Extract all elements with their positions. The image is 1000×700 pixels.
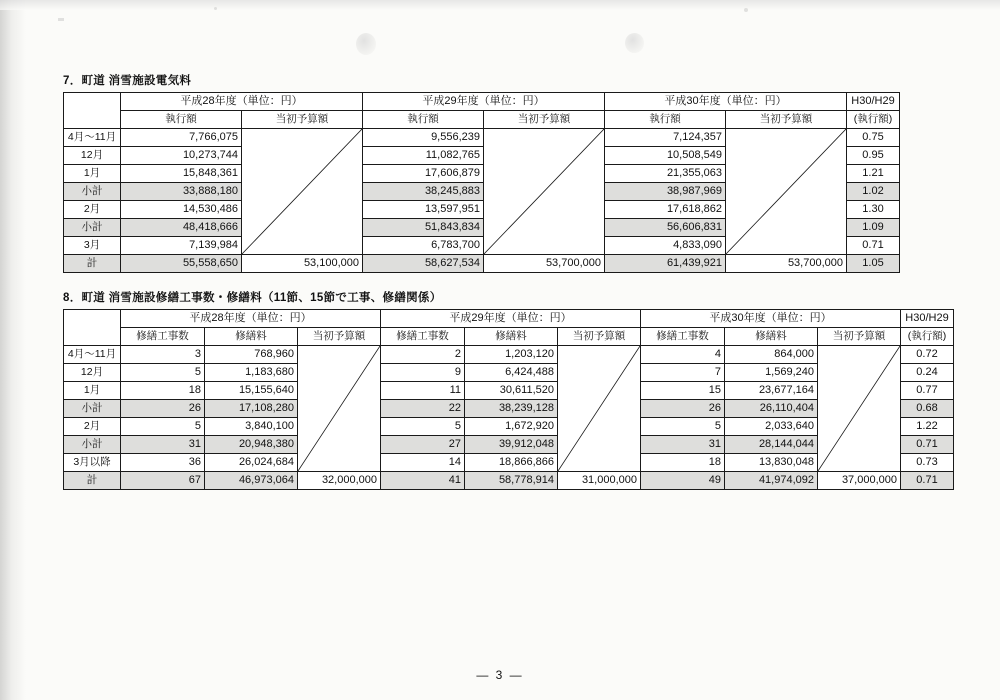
page-number: — 3 — [476, 668, 524, 682]
scan-top-shadow [0, 0, 1000, 10]
scan-blot [625, 33, 644, 53]
table-row [64, 129, 900, 147]
row-label: 1月 [64, 165, 121, 183]
total-fy28-fee: 46,973,064 [205, 472, 298, 490]
row-label-total: 計 [64, 255, 121, 273]
cell-fy29-exec: 38,245,883 [363, 183, 484, 201]
cell-fy28-fee: 1,183,680 [205, 364, 298, 382]
total-fy30-exec: 61,439,921 [605, 255, 726, 273]
cell-fy28-fee: 15,155,640 [205, 382, 298, 400]
cell-fy29-count: 11 [381, 382, 465, 400]
cell-fy29-exec: 6,783,700 [363, 237, 484, 255]
row-label: 3月 [64, 237, 121, 255]
cell-fy30-fee: 26,110,404 [725, 400, 818, 418]
cell-fy28-exec: 48,418,666 [121, 219, 242, 237]
cell-fy29-exec: 17,606,879 [363, 165, 484, 183]
total-fy28-count: 67 [121, 472, 205, 490]
table-electricity-fee [63, 92, 900, 273]
fy30-budget-blank [818, 346, 901, 472]
cell-fy30-count: 31 [641, 436, 725, 454]
cell-fy30-exec: 17,618,862 [605, 201, 726, 219]
table-row [64, 346, 954, 364]
cell-fy30-count: 26 [641, 400, 725, 418]
cell-fy29-count: 5 [381, 418, 465, 436]
cell-fy30-fee: 23,677,164 [725, 382, 818, 400]
cell-fy28-fee: 3,840,100 [205, 418, 298, 436]
cell-ratio: 0.24 [901, 364, 954, 382]
cell-ratio: 0.71 [901, 436, 954, 454]
row-label: 1月 [64, 382, 121, 400]
cell-fy28-count: 5 [121, 364, 205, 382]
scan-speck [58, 18, 64, 21]
cell-fy29-exec: 9,556,239 [363, 129, 484, 147]
total-fy29-budget: 31,000,000 [558, 472, 641, 490]
cell-fy29-fee: 38,239,128 [465, 400, 558, 418]
cell-fy28-exec: 10,273,744 [121, 147, 242, 165]
header-fy30: 平成30年度（単位：円） [641, 310, 901, 328]
cell-fy30-exec: 38,987,969 [605, 183, 726, 201]
cell-fy30-exec: 56,606,831 [605, 219, 726, 237]
header-ratio: H30/H29 [901, 310, 954, 328]
scan-blot [356, 33, 376, 55]
total-fy28-budget: 53,100,000 [242, 255, 363, 273]
cell-fy28-fee: 768,960 [205, 346, 298, 364]
subheader-ratio-note: (執行額) [901, 328, 954, 346]
table-header-row-subs [64, 328, 954, 346]
section7-title: 7．町道 消雪施設電気料 [63, 75, 192, 87]
fy28-budget-blank [298, 346, 381, 472]
total-ratio: 1.05 [847, 255, 900, 273]
cell-fy30-exec: 10,508,549 [605, 147, 726, 165]
cell-fy28-count: 26 [121, 400, 205, 418]
subheader-fy30-fee: 修繕料 [725, 328, 818, 346]
total-fy28-budget: 32,000,000 [298, 472, 381, 490]
header-fy29: 平成29年度（単位：円） [363, 93, 605, 111]
row-label: 4月～11月 [64, 129, 121, 147]
cell-fy28-count: 3 [121, 346, 205, 364]
subheader-fy28-fee: 修繕料 [205, 328, 298, 346]
cell-fy29-count: 9 [381, 364, 465, 382]
cell-fy28-exec: 14,530,486 [121, 201, 242, 219]
scan-speck [214, 7, 217, 10]
cell-fy30-count: 5 [641, 418, 725, 436]
total-fy28-exec: 55,558,650 [121, 255, 242, 273]
cell-fy29-exec: 51,843,834 [363, 219, 484, 237]
cell-fy30-exec: 4,833,090 [605, 237, 726, 255]
header-ratio: H30/H29 [847, 93, 900, 111]
row-label: 2月 [64, 201, 121, 219]
section-repair-works [63, 289, 954, 490]
subheader-fy29-count: 修繕工事数 [381, 328, 465, 346]
section-electricity-fee [63, 72, 900, 273]
row-label: 12月 [64, 364, 121, 382]
cell-ratio: 0.75 [847, 129, 900, 147]
cell-fy30-count: 18 [641, 454, 725, 472]
table-header-row-years [64, 310, 954, 328]
cell-fy29-exec: 13,597,951 [363, 201, 484, 219]
cell-fy29-fee: 1,672,920 [465, 418, 558, 436]
cell-fy30-count: 15 [641, 382, 725, 400]
cell-fy29-count: 22 [381, 400, 465, 418]
cell-fy29-fee: 30,611,520 [465, 382, 558, 400]
cell-fy28-exec: 7,139,984 [121, 237, 242, 255]
row-label-total: 計 [64, 472, 121, 490]
header-fy30: 平成30年度（単位：円） [605, 93, 847, 111]
total-fy29-fee: 58,778,914 [465, 472, 558, 490]
cell-ratio: 1.30 [847, 201, 900, 219]
cell-fy29-count: 2 [381, 346, 465, 364]
cell-ratio: 0.73 [901, 454, 954, 472]
cell-ratio: 0.95 [847, 147, 900, 165]
row-label: 4月～11月 [64, 346, 121, 364]
cell-fy28-fee: 20,948,380 [205, 436, 298, 454]
cell-fy28-count: 18 [121, 382, 205, 400]
subheader-fy29-fee: 修繕料 [465, 328, 558, 346]
cell-fy29-exec: 11,082,765 [363, 147, 484, 165]
subheader-fy29-exec: 執行額 [363, 111, 484, 129]
total-fy30-fee: 41,974,092 [725, 472, 818, 490]
section8-title: 8．町道 消雪施設修繕工事数・修繕料（11節、15節で工事、修繕関係） [63, 292, 442, 304]
total-fy30-count: 49 [641, 472, 725, 490]
cell-ratio: 1.21 [847, 165, 900, 183]
fy29-budget-blank [484, 129, 605, 255]
cell-ratio: 0.72 [901, 346, 954, 364]
subheader-ratio-note: (執行額) [847, 111, 900, 129]
scan-speck [744, 8, 748, 12]
cell-fy28-count: 31 [121, 436, 205, 454]
row-label: 小計 [64, 400, 121, 418]
fy28-budget-blank [242, 129, 363, 255]
cell-fy30-count: 4 [641, 346, 725, 364]
table-header-row-years [64, 93, 900, 111]
subheader-fy29-budget: 当初予算額 [484, 111, 605, 129]
cell-fy28-count: 36 [121, 454, 205, 472]
subheader-fy30-count: 修繕工事数 [641, 328, 725, 346]
cell-fy28-count: 5 [121, 418, 205, 436]
cell-ratio: 1.09 [847, 219, 900, 237]
row-label: 12月 [64, 147, 121, 165]
cell-fy30-exec: 21,355,063 [605, 165, 726, 183]
cell-fy30-fee: 864,000 [725, 346, 818, 364]
cell-fy28-exec: 33,888,180 [121, 183, 242, 201]
subheader-fy29-budget: 当初予算額 [558, 328, 641, 346]
subheader-fy30-budget: 当初予算額 [726, 111, 847, 129]
cell-fy29-fee: 39,912,048 [465, 436, 558, 454]
fy29-budget-blank [558, 346, 641, 472]
cell-fy29-count: 27 [381, 436, 465, 454]
cell-fy29-count: 14 [381, 454, 465, 472]
cell-fy29-fee: 1,203,120 [465, 346, 558, 364]
cell-ratio: 0.68 [901, 400, 954, 418]
row-label: 小計 [64, 436, 121, 454]
cell-fy30-exec: 7,124,357 [605, 129, 726, 147]
subheader-fy28-exec: 執行額 [121, 111, 242, 129]
table-repair-works [63, 309, 954, 490]
table-row-total [64, 472, 954, 490]
table-header-row-subs [64, 111, 900, 129]
cell-fy28-exec: 15,848,361 [121, 165, 242, 183]
row-label: 小計 [64, 219, 121, 237]
table-row-total [64, 255, 900, 273]
row-label: 2月 [64, 418, 121, 436]
total-ratio: 0.71 [901, 472, 954, 490]
header-fy28: 平成28年度（単位：円） [121, 93, 363, 111]
total-fy29-count: 41 [381, 472, 465, 490]
cell-fy30-count: 7 [641, 364, 725, 382]
corner-cell [64, 93, 121, 129]
subheader-fy30-exec: 執行額 [605, 111, 726, 129]
total-fy29-budget: 53,700,000 [484, 255, 605, 273]
corner-cell [64, 310, 121, 346]
row-label: 3月以降 [64, 454, 121, 472]
cell-fy30-fee: 13,830,048 [725, 454, 818, 472]
total-fy30-budget: 53,700,000 [726, 255, 847, 273]
cell-fy30-fee: 28,144,044 [725, 436, 818, 454]
cell-fy29-fee: 6,424,488 [465, 364, 558, 382]
header-fy29: 平成29年度（単位：円） [381, 310, 641, 328]
cell-fy28-fee: 17,108,280 [205, 400, 298, 418]
total-fy29-exec: 58,627,534 [363, 255, 484, 273]
cell-fy30-fee: 1,569,240 [725, 364, 818, 382]
cell-ratio: 0.77 [901, 382, 954, 400]
total-fy30-budget: 37,000,000 [818, 472, 901, 490]
header-fy28: 平成28年度（単位：円） [121, 310, 381, 328]
cell-ratio: 1.22 [901, 418, 954, 436]
cell-fy28-fee: 26,024,684 [205, 454, 298, 472]
subheader-fy28-budget: 当初予算額 [242, 111, 363, 129]
cell-fy29-fee: 18,866,866 [465, 454, 558, 472]
cell-fy28-exec: 7,766,075 [121, 129, 242, 147]
subheader-fy28-count: 修繕工事数 [121, 328, 205, 346]
subheader-fy28-budget: 当初予算額 [298, 328, 381, 346]
cell-ratio: 1.02 [847, 183, 900, 201]
cell-fy30-fee: 2,033,640 [725, 418, 818, 436]
fy30-budget-blank [726, 129, 847, 255]
scan-edge-shadow [0, 0, 26, 700]
subheader-fy30-budget: 当初予算額 [818, 328, 901, 346]
row-label: 小計 [64, 183, 121, 201]
cell-ratio: 0.71 [847, 237, 900, 255]
